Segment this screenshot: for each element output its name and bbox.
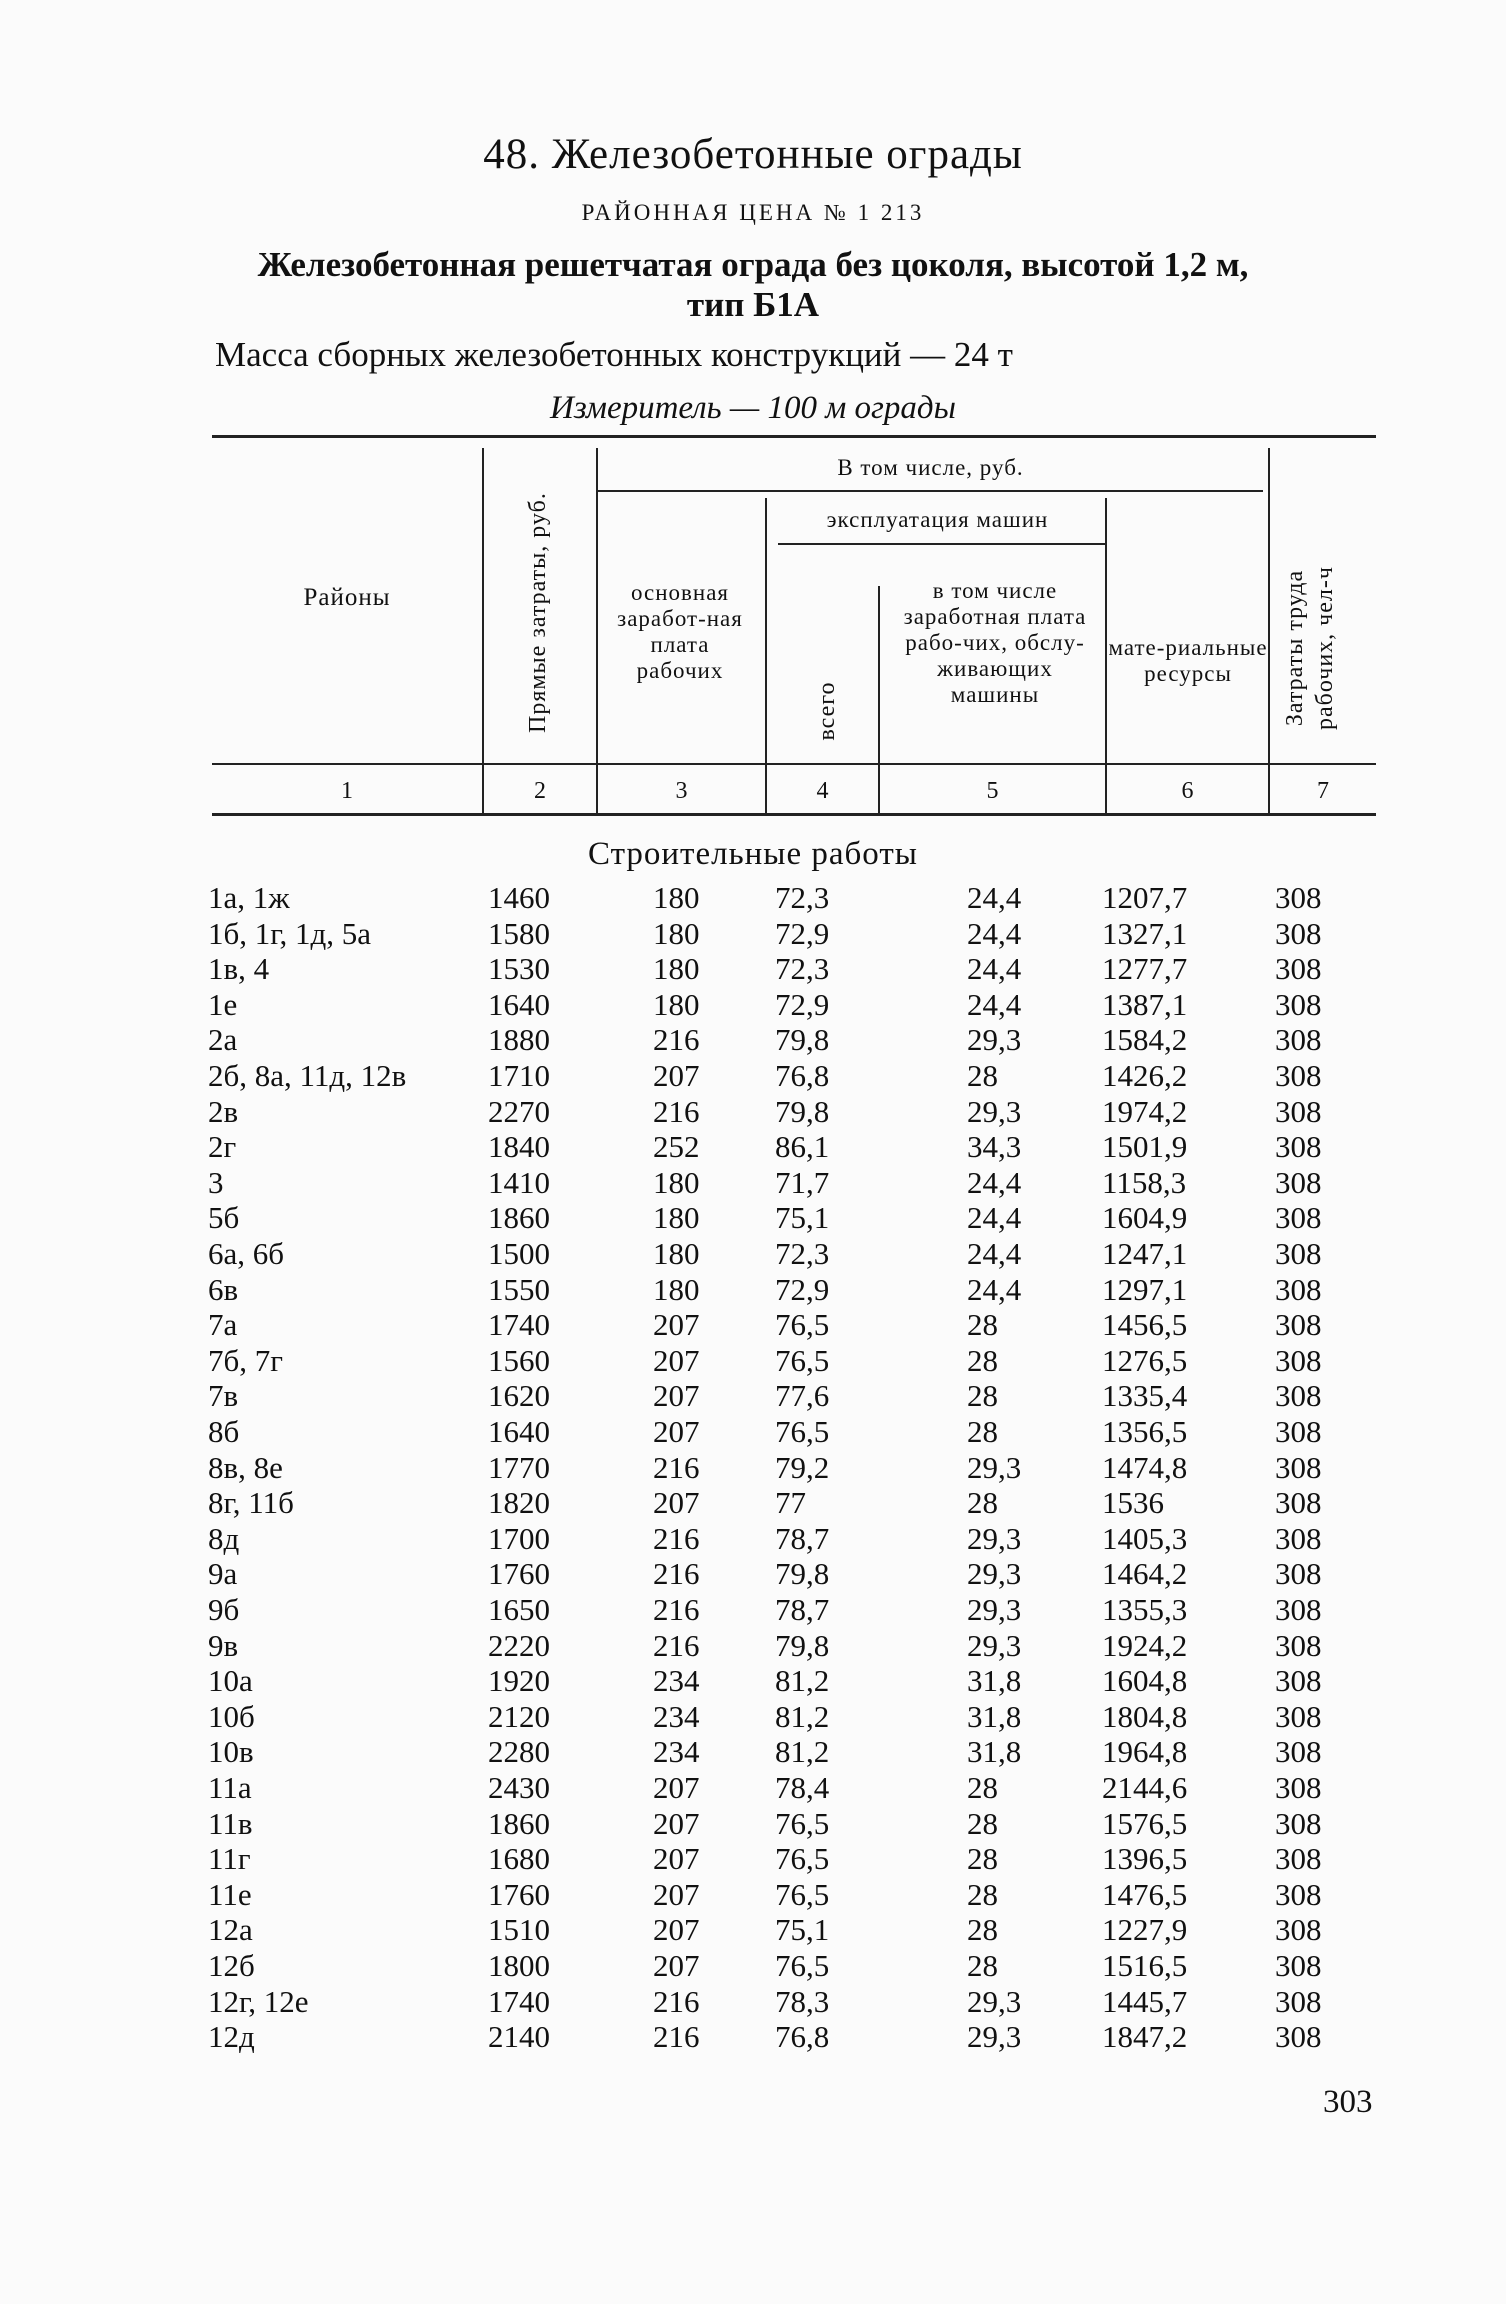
table-row xyxy=(0,1200,1506,1236)
direct-costs-cell: 1740 xyxy=(488,1983,550,2019)
machines-wage-cell: 29,3 xyxy=(967,1022,1022,1058)
region-cell: 9б xyxy=(208,1592,240,1627)
machines-wage-cell: 31,8 xyxy=(967,1734,1022,1770)
region-cell: 11г xyxy=(208,1841,251,1877)
materials-cell: 1158,3 xyxy=(1102,1164,1187,1200)
labor-cell: 308 xyxy=(1275,1342,1322,1378)
page-title: 48. Железобетонные ограды xyxy=(483,131,1023,178)
labor-cell: 308 xyxy=(1275,1129,1322,1165)
labor-cell: 308 xyxy=(1275,1663,1322,1699)
machines-total-cell: 76,8 xyxy=(775,1058,830,1093)
direct-costs-cell: 1860 xyxy=(488,1200,550,1236)
base-wage-cell: 207 xyxy=(653,1307,700,1343)
machines-wage-cell: 31,8 xyxy=(967,1663,1022,1699)
table-row xyxy=(0,1094,1506,1130)
machines-wage-cell: 29,3 xyxy=(967,1556,1022,1592)
labor-cell: 308 xyxy=(1275,1271,1322,1307)
table-row xyxy=(0,1414,1506,1450)
direct-costs-cell: 1840 xyxy=(488,1129,550,1165)
materials-cell: 1974,2 xyxy=(1102,1093,1188,1129)
col-sep-3 xyxy=(765,498,767,813)
machines-total-cell: 75,1 xyxy=(775,1200,830,1236)
header-base-wage: основная заработ-ная плата рабочих xyxy=(617,580,743,683)
region-cell: 2б, 8а, 11д, 12в xyxy=(208,1058,407,1093)
region-cell: 5б xyxy=(208,1200,240,1236)
machines-total-cell: 76,5 xyxy=(775,1948,830,1983)
materials-cell: 1227,9 xyxy=(1102,1912,1188,1948)
direct-costs-cell: 2220 xyxy=(488,1627,550,1663)
machines-wage-cell: 24,4 xyxy=(967,1200,1022,1236)
table-row xyxy=(0,1272,1506,1308)
column-number: 3 xyxy=(675,778,688,804)
materials-cell: 1355,3 xyxy=(1102,1592,1188,1627)
machines-wage-cell: 28 xyxy=(967,1770,998,1805)
direct-costs-cell: 1640 xyxy=(488,986,550,1022)
column-number: 7 xyxy=(1317,778,1329,804)
base-wage-cell: 216 xyxy=(653,2019,700,2055)
table-row xyxy=(0,880,1506,916)
header-total: всего xyxy=(814,681,840,741)
machines-wage-cell: 28 xyxy=(967,1912,998,1948)
direct-costs-cell: 1760 xyxy=(488,1556,550,1592)
direct-costs-cell: 1680 xyxy=(488,1841,550,1877)
col-sep-5 xyxy=(1105,498,1107,813)
table-row xyxy=(0,1984,1506,2020)
materials-cell: 1501,9 xyxy=(1102,1129,1188,1165)
base-wage-cell: 216 xyxy=(653,1022,700,1058)
machines-wage-cell: 28 xyxy=(967,1342,998,1378)
direct-costs-cell: 2280 xyxy=(488,1734,550,1770)
machines-wage-cell: 29,3 xyxy=(967,1627,1022,1663)
region-cell: 2в xyxy=(208,1093,239,1129)
region-cell: 12г, 12е xyxy=(208,1983,309,2019)
base-wage-cell: 207 xyxy=(653,1414,700,1449)
materials-cell: 1536 xyxy=(1102,1485,1164,1521)
table-row xyxy=(0,1022,1506,1058)
machines-wage-cell: 28 xyxy=(967,1841,998,1877)
machines-total-cell: 79,8 xyxy=(775,1022,830,1058)
direct-costs-cell: 1920 xyxy=(488,1663,550,1699)
materials-cell: 1426,2 xyxy=(1102,1058,1188,1093)
base-wage-cell: 216 xyxy=(653,1592,700,1627)
labor-cell: 308 xyxy=(1275,1876,1322,1912)
machines-wage-cell: 24,4 xyxy=(967,1271,1022,1307)
direct-costs-cell: 1700 xyxy=(488,1520,550,1556)
machines-wage-cell: 29,3 xyxy=(967,1592,1022,1627)
machines-total-cell: 75,1 xyxy=(775,1912,830,1948)
region-cell: 8г, 11б xyxy=(208,1485,294,1521)
machines-total-cell: 78,4 xyxy=(775,1770,830,1805)
machines-total-cell: 81,2 xyxy=(775,1698,830,1734)
base-wage-cell: 234 xyxy=(653,1734,700,1770)
base-wage-cell: 234 xyxy=(653,1698,700,1734)
region-cell: 3 xyxy=(208,1164,224,1200)
machines-total-cell: 76,5 xyxy=(775,1876,830,1912)
machines-wage-cell: 29,3 xyxy=(967,1093,1022,1129)
base-wage-cell: 180 xyxy=(653,1200,700,1236)
region-cell: 10в xyxy=(208,1734,254,1770)
table-row xyxy=(0,1129,1506,1165)
labor-cell: 308 xyxy=(1275,1592,1322,1627)
base-wage-cell: 180 xyxy=(653,1236,700,1271)
materials-cell: 1964,8 xyxy=(1102,1734,1188,1770)
labor-cell: 308 xyxy=(1275,915,1322,951)
labor-cell: 308 xyxy=(1275,1912,1322,1948)
table-row xyxy=(0,1236,1506,1272)
materials-cell: 1207,7 xyxy=(1102,880,1188,915)
direct-costs-cell: 1650 xyxy=(488,1592,550,1627)
header-machine-operation: эксплуатация машин xyxy=(826,507,1049,532)
direct-costs-cell: 1770 xyxy=(488,1449,550,1485)
region-cell: 8б xyxy=(208,1414,240,1449)
direct-costs-cell: 2270 xyxy=(488,1093,550,1129)
region-cell: 10а xyxy=(208,1663,253,1699)
base-wage-cell: 207 xyxy=(653,1948,700,1983)
table-row xyxy=(0,1734,1506,1770)
region-cell: 8в, 8е xyxy=(208,1449,283,1485)
base-wage-cell: 207 xyxy=(653,1342,700,1378)
materials-cell: 1327,1 xyxy=(1102,915,1188,951)
region-cell: 12д xyxy=(208,2019,255,2055)
labor-cell: 308 xyxy=(1275,1485,1322,1521)
machines-total-cell: 76,5 xyxy=(775,1414,830,1449)
direct-costs-cell: 1820 xyxy=(488,1485,550,1521)
base-wage-cell: 207 xyxy=(653,1770,700,1805)
direct-costs-cell: 1530 xyxy=(488,951,550,987)
machines-wage-cell: 28 xyxy=(967,1876,998,1912)
materials-cell: 1247,1 xyxy=(1102,1236,1188,1271)
labor-cell: 308 xyxy=(1275,1841,1322,1877)
base-wage-cell: 216 xyxy=(653,1983,700,2019)
machines-wage-cell: 24,4 xyxy=(967,1236,1022,1271)
machines-total-cell: 72,3 xyxy=(775,880,830,915)
section-title: Строительные работы xyxy=(588,836,918,872)
table-row xyxy=(0,1521,1506,1557)
region-cell: 6а, 6б xyxy=(208,1236,285,1271)
materials-cell: 1924,2 xyxy=(1102,1627,1188,1663)
base-wage-cell: 207 xyxy=(653,1485,700,1521)
materials-cell: 1276,5 xyxy=(1102,1342,1188,1378)
region-cell: 8д xyxy=(208,1520,240,1556)
base-wage-cell: 234 xyxy=(653,1663,700,1699)
machines-wage-cell: 29,3 xyxy=(967,1449,1022,1485)
machines-total-cell: 76,5 xyxy=(775,1805,830,1841)
machines-wage-cell: 28 xyxy=(967,1485,998,1521)
machines-total-cell: 77 xyxy=(775,1485,806,1521)
materials-cell: 1464,2 xyxy=(1102,1556,1188,1592)
header-labor: Затраты труда рабочих, чел-ч xyxy=(1282,566,1338,730)
materials-cell: 1474,8 xyxy=(1102,1449,1188,1485)
machines-wage-cell: 34,3 xyxy=(967,1129,1022,1165)
labor-cell: 308 xyxy=(1275,1164,1322,1200)
machines-total-cell: 72,3 xyxy=(775,1236,830,1271)
materials-cell: 1576,5 xyxy=(1102,1805,1188,1841)
base-wage-cell: 216 xyxy=(653,1520,700,1556)
machines-total-cell: 72,9 xyxy=(775,1271,830,1307)
materials-cell: 1604,8 xyxy=(1102,1663,1188,1699)
machines-total-cell: 76,5 xyxy=(775,1841,830,1877)
machines-total-cell: 76,5 xyxy=(775,1307,830,1343)
direct-costs-cell: 2430 xyxy=(488,1770,550,1805)
region-cell: 1в, 4 xyxy=(208,951,270,987)
materials-cell: 1516,5 xyxy=(1102,1948,1188,1983)
machines-wage-cell: 24,4 xyxy=(967,880,1022,915)
column-number: 1 xyxy=(341,778,353,804)
header-bottom-rule xyxy=(212,763,1376,765)
direct-costs-cell: 1740 xyxy=(488,1307,550,1343)
region-cell: 11в xyxy=(208,1805,253,1841)
region-cell: 7в xyxy=(208,1378,239,1414)
materials-cell: 1335,4 xyxy=(1102,1378,1188,1414)
labor-cell: 308 xyxy=(1275,1307,1322,1343)
table-row xyxy=(0,1450,1506,1486)
machines-wage-cell: 24,4 xyxy=(967,951,1022,987)
base-wage-cell: 216 xyxy=(653,1627,700,1663)
region-cell: 9в xyxy=(208,1627,239,1663)
labor-cell: 308 xyxy=(1275,1093,1322,1129)
region-cell: 2г xyxy=(208,1129,237,1165)
materials-cell: 1604,9 xyxy=(1102,1200,1188,1236)
direct-costs-cell: 1560 xyxy=(488,1342,550,1378)
materials-cell: 1804,8 xyxy=(1102,1698,1188,1734)
machines-total-cell: 81,2 xyxy=(775,1734,830,1770)
machines-wage-cell: 28 xyxy=(967,1378,998,1414)
machines-wage-cell: 28 xyxy=(967,1058,998,1093)
labor-cell: 308 xyxy=(1275,880,1322,915)
machines-wage-cell: 28 xyxy=(967,1414,998,1449)
header-direct-costs: Прямые затраты, руб. xyxy=(525,492,551,733)
base-wage-cell: 216 xyxy=(653,1449,700,1485)
region-cell: 7а xyxy=(208,1307,238,1343)
labor-cell: 308 xyxy=(1275,1805,1322,1841)
column-number: 6 xyxy=(1181,778,1194,804)
region-cell: 12а xyxy=(208,1912,253,1948)
direct-costs-cell: 1460 xyxy=(488,880,550,915)
direct-costs-cell: 1860 xyxy=(488,1805,550,1841)
region-cell: 9а xyxy=(208,1556,238,1592)
base-wage-cell: 207 xyxy=(653,1876,700,1912)
table-top-rule xyxy=(212,435,1376,438)
machines-total-cell: 86,1 xyxy=(775,1129,830,1165)
materials-cell: 1396,5 xyxy=(1102,1841,1188,1877)
header-including: В том числе, руб. xyxy=(837,455,1024,480)
base-wage-cell: 207 xyxy=(653,1378,700,1414)
table-row xyxy=(0,1841,1506,1877)
materials-cell: 1356,5 xyxy=(1102,1414,1188,1449)
direct-costs-cell: 1880 xyxy=(488,1022,550,1058)
table-row xyxy=(0,1699,1506,1735)
machines-rule xyxy=(778,543,1105,545)
region-cell: 1е xyxy=(208,986,238,1022)
labor-cell: 308 xyxy=(1275,986,1322,1022)
table-row xyxy=(0,1307,1506,1343)
direct-costs-cell: 1620 xyxy=(488,1378,550,1414)
direct-costs-cell: 1410 xyxy=(488,1164,550,1200)
table-row xyxy=(0,1628,1506,1664)
measurer-note: Измеритель — 100 м ограды xyxy=(550,390,956,426)
materials-cell: 1405,3 xyxy=(1102,1520,1188,1556)
table-row xyxy=(0,1556,1506,1592)
machines-wage-cell: 24,4 xyxy=(967,986,1022,1022)
labor-cell: 308 xyxy=(1275,1556,1322,1592)
table-row xyxy=(0,1770,1506,1806)
column-number: 2 xyxy=(534,778,546,804)
labor-cell: 308 xyxy=(1275,1627,1322,1663)
machines-wage-cell: 28 xyxy=(967,1307,998,1343)
machines-total-cell: 79,8 xyxy=(775,1627,830,1663)
machines-wage-cell: 29,3 xyxy=(967,1520,1022,1556)
materials-cell: 2144,6 xyxy=(1102,1770,1188,1805)
labor-cell: 308 xyxy=(1275,1022,1322,1058)
mass-note: Масса сборных железобетонных конструкций — 24 т xyxy=(215,335,1013,374)
machines-total-cell: 72,9 xyxy=(775,986,830,1022)
column-numbers-rule xyxy=(212,813,1376,816)
base-wage-cell: 252 xyxy=(653,1129,700,1165)
machines-wage-cell: 28 xyxy=(967,1948,998,1983)
labor-cell: 308 xyxy=(1275,1200,1322,1236)
machines-total-cell: 79,8 xyxy=(775,1556,830,1592)
table-row xyxy=(0,1378,1506,1414)
base-wage-cell: 207 xyxy=(653,1841,700,1877)
region-cell: 2а xyxy=(208,1022,238,1058)
table-row xyxy=(0,916,1506,952)
labor-cell: 308 xyxy=(1275,1770,1322,1805)
table-row xyxy=(0,1948,1506,1984)
machines-wage-cell: 24,4 xyxy=(967,915,1022,951)
materials-cell: 1847,2 xyxy=(1102,2019,1188,2055)
direct-costs-cell: 1500 xyxy=(488,1236,550,1271)
machines-total-cell: 76,8 xyxy=(775,2019,830,2055)
labor-cell: 308 xyxy=(1275,1378,1322,1414)
table-row xyxy=(0,2019,1506,2055)
direct-costs-cell: 1800 xyxy=(488,1948,550,1983)
machines-wage-cell: 24,4 xyxy=(967,1164,1022,1200)
item-heading-line-1: Железобетонная решетчатая ограда без цоколя, высотой 1,2 м, xyxy=(257,245,1249,284)
materials-cell: 1297,1 xyxy=(1102,1271,1188,1307)
machines-total-cell: 72,9 xyxy=(775,915,830,951)
machines-total-cell: 78,7 xyxy=(775,1592,830,1627)
direct-costs-cell: 1580 xyxy=(488,915,550,951)
table-row xyxy=(0,1485,1506,1521)
base-wage-cell: 207 xyxy=(653,1805,700,1841)
machines-wage-cell: 29,3 xyxy=(967,2019,1022,2055)
item-heading-line-2: тип Б1А xyxy=(686,285,820,324)
machines-total-cell: 78,3 xyxy=(775,1983,830,2019)
region-cell: 6в xyxy=(208,1271,239,1307)
machines-total-cell: 79,8 xyxy=(775,1093,830,1129)
machines-total-cell: 72,3 xyxy=(775,951,830,987)
base-wage-cell: 216 xyxy=(653,1093,700,1129)
base-wage-cell: 180 xyxy=(653,880,700,915)
region-cell: 10б xyxy=(208,1698,255,1734)
direct-costs-cell: 1710 xyxy=(488,1058,550,1093)
labor-cell: 308 xyxy=(1275,951,1322,987)
labor-cell: 308 xyxy=(1275,1414,1322,1449)
table-row xyxy=(0,1058,1506,1094)
header-machine-wage: в том числе заработная плата рабо-чих, обслу-живающих машины xyxy=(903,578,1087,707)
col-sep-6 xyxy=(1268,448,1270,813)
direct-costs-cell: 1640 xyxy=(488,1414,550,1449)
base-wage-cell: 180 xyxy=(653,1164,700,1200)
region-cell: 11е xyxy=(208,1876,252,1912)
table-row xyxy=(0,951,1506,987)
header-materials: мате-риальные ресурсы xyxy=(1108,635,1268,686)
region-cell: 1б, 1г, 1д, 5а xyxy=(208,915,372,951)
materials-cell: 1584,2 xyxy=(1102,1022,1188,1058)
labor-cell: 308 xyxy=(1275,1698,1322,1734)
header-regions: Районы xyxy=(303,584,391,611)
materials-cell: 1456,5 xyxy=(1102,1307,1188,1343)
machines-total-cell: 78,7 xyxy=(775,1520,830,1556)
including-rule xyxy=(598,490,1263,492)
machines-total-cell: 79,2 xyxy=(775,1449,830,1485)
labor-cell: 308 xyxy=(1275,1983,1322,2019)
table-row xyxy=(0,987,1506,1023)
machines-total-cell: 77,6 xyxy=(775,1378,830,1414)
base-wage-cell: 180 xyxy=(653,986,700,1022)
table-row xyxy=(0,1165,1506,1201)
labor-cell: 308 xyxy=(1275,1058,1322,1093)
base-wage-cell: 180 xyxy=(653,1271,700,1307)
column-number: 4 xyxy=(816,778,829,804)
col-sep-1 xyxy=(482,448,484,813)
machines-wage-cell: 28 xyxy=(967,1805,998,1841)
materials-cell: 1277,7 xyxy=(1102,951,1188,987)
direct-costs-cell: 1760 xyxy=(488,1876,550,1912)
materials-cell: 1476,5 xyxy=(1102,1876,1188,1912)
col-sep-2 xyxy=(596,448,598,813)
column-number: 5 xyxy=(986,778,999,804)
machines-wage-cell: 31,8 xyxy=(967,1698,1022,1734)
materials-cell: 1445,7 xyxy=(1102,1983,1188,2019)
table-row xyxy=(0,1663,1506,1699)
machines-total-cell: 76,5 xyxy=(775,1342,830,1378)
region-cell: 1а, 1ж xyxy=(208,880,290,915)
machines-wage-cell: 29,3 xyxy=(967,1983,1022,2019)
table-row xyxy=(0,1343,1506,1379)
page-number: 303 xyxy=(1323,2084,1373,2120)
base-wage-cell: 180 xyxy=(653,951,700,987)
price-code: РАЙОННАЯ ЦЕНА № 1 213 xyxy=(581,200,925,225)
base-wage-cell: 207 xyxy=(653,1912,700,1948)
materials-cell: 1387,1 xyxy=(1102,986,1188,1022)
direct-costs-cell: 1510 xyxy=(488,1912,550,1948)
region-cell: 11а xyxy=(208,1770,252,1805)
base-wage-cell: 207 xyxy=(653,1058,700,1093)
table-row xyxy=(0,1592,1506,1628)
region-cell: 7б, 7г xyxy=(208,1342,283,1378)
labor-cell: 308 xyxy=(1275,1520,1322,1556)
direct-costs-cell: 2140 xyxy=(488,2019,550,2055)
base-wage-cell: 216 xyxy=(653,1556,700,1592)
base-wage-cell: 180 xyxy=(653,915,700,951)
labor-cell: 308 xyxy=(1275,1236,1322,1271)
direct-costs-cell: 2120 xyxy=(488,1698,550,1734)
labor-cell: 308 xyxy=(1275,1734,1322,1770)
labor-cell: 308 xyxy=(1275,2019,1322,2055)
table-row xyxy=(0,1877,1506,1913)
table-row xyxy=(0,1912,1506,1948)
labor-cell: 308 xyxy=(1275,1449,1322,1485)
region-cell: 12б xyxy=(208,1948,255,1983)
table-row xyxy=(0,1806,1506,1842)
direct-costs-cell: 1550 xyxy=(488,1271,550,1307)
labor-cell: 308 xyxy=(1275,1948,1322,1983)
machines-total-cell: 81,2 xyxy=(775,1663,830,1699)
machines-total-cell: 71,7 xyxy=(775,1164,830,1200)
